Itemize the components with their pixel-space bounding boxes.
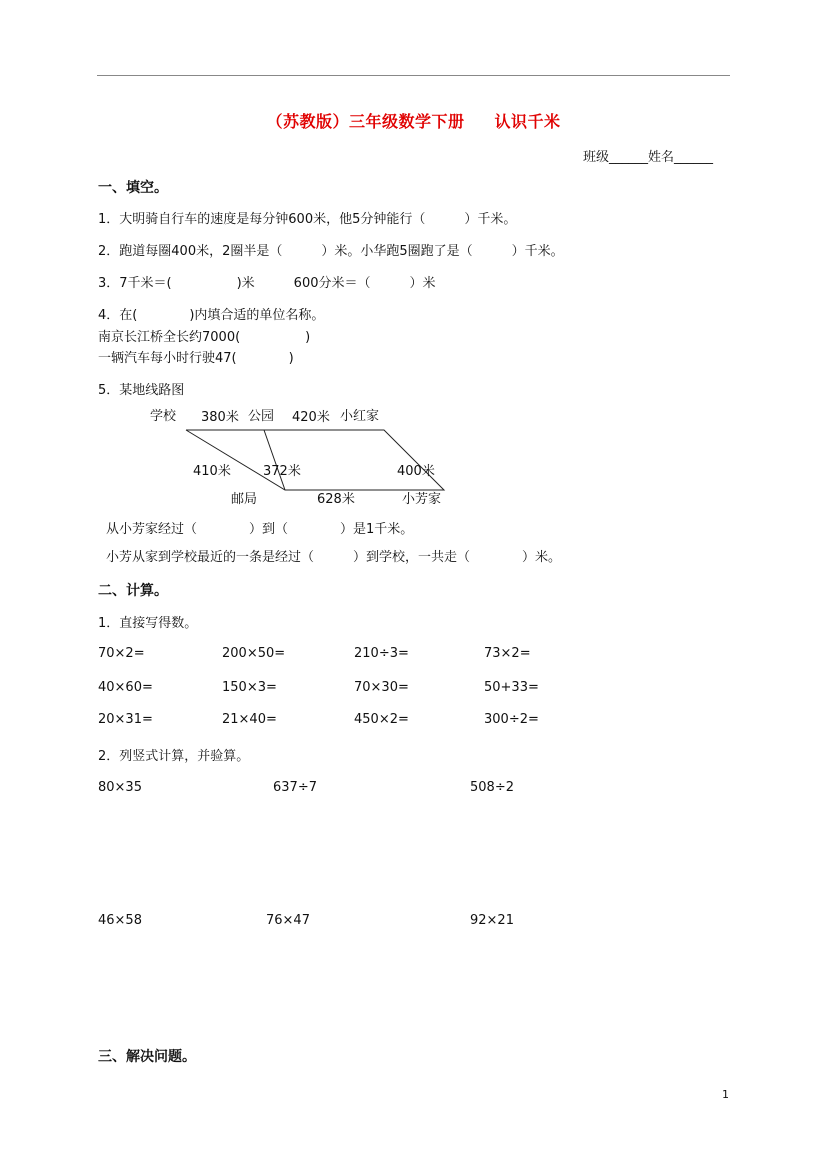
oral-calc-item: 150×3= <box>222 680 277 695</box>
section2-sub2: 2．列竖式计算，并验算。 <box>98 749 250 764</box>
label-d-school-park: 380米 <box>201 410 239 425</box>
label-post-office: 邮局 <box>231 492 258 507</box>
oral-calc-item: 450×2= <box>354 712 409 727</box>
section1-heading: 一、填空。 <box>98 180 168 196</box>
header-rule <box>97 75 730 76</box>
page-title <box>0 109 827 132</box>
vertical-calc-item: 508÷2 <box>470 780 514 795</box>
section3-heading: 三、解决问题。 <box>98 1049 196 1065</box>
oral-calc-item: 300÷2= <box>484 712 539 727</box>
route-park-post <box>264 430 285 490</box>
page-number: 1 <box>722 1088 729 1101</box>
label-xiaofang-home: 小芳家 <box>402 492 442 507</box>
oral-calc-item: 70×2= <box>98 646 145 661</box>
vertical-calc-item: 76×47 <box>266 913 310 928</box>
vertical-calc-item: 637÷7 <box>273 780 317 795</box>
title-part1: （苏教版）三年级数学下册 <box>266 112 465 131</box>
label-d-school-post: 410米 <box>193 464 231 479</box>
section2-sub1: 1．直接写得数。 <box>98 616 198 631</box>
student-info: 班级______姓名______ <box>583 150 714 165</box>
question-5b: 小芳从家到学校最近的一条是经过（ ）到学校，一共走（ ）米。 <box>106 550 562 565</box>
question-3: 3．7千米＝( )米 600分米＝（ ）米 <box>98 276 436 291</box>
question-4a: 南京长江桥全长约7000( ) <box>98 330 311 345</box>
section2-heading: 二、计算。 <box>98 583 168 599</box>
label-d-post-xiaofang: 628米 <box>317 492 355 507</box>
label-school: 学校 <box>150 409 177 424</box>
oral-calc-item: 50+33= <box>484 680 539 695</box>
oral-calc-item: 73×2= <box>484 646 531 661</box>
question-1: 1．大明骑自行车的速度是每分钟600米，他5分钟能行（ ）千米。 <box>98 212 517 227</box>
vertical-calc-item: 80×35 <box>98 780 142 795</box>
label-d-xiaohong-xiaofang: 400米 <box>397 464 435 479</box>
label-park: 公园 <box>248 409 275 424</box>
oral-calc-item: 200×50= <box>222 646 286 661</box>
question-4b: 一辆汽车每小时行驶47( ) <box>98 351 294 366</box>
oral-calc-item: 70×30= <box>354 680 409 695</box>
question-5: 5．某地线路图 <box>98 383 185 398</box>
label-d-park-xiaohong: 420米 <box>292 410 330 425</box>
question-5a: 从小芳家经过（ ）到（ ）是1千米。 <box>106 522 414 537</box>
question-4: 4．在( )内填合适的单位名称。 <box>98 308 325 323</box>
label-xiaohong-home: 小红家 <box>340 409 380 424</box>
route-map-diagram <box>140 400 460 512</box>
route-outline <box>186 430 444 490</box>
oral-calc-item: 40×60= <box>98 680 153 695</box>
vertical-calc-item: 46×58 <box>98 913 142 928</box>
oral-calc-item: 20×31= <box>98 712 153 727</box>
vertical-calc-item: 92×21 <box>470 913 514 928</box>
oral-calc-item: 21×40= <box>222 712 277 727</box>
oral-calc-item: 210÷3= <box>354 646 409 661</box>
label-d-park-post: 372米 <box>263 464 301 479</box>
title-part2: 认识千米 <box>494 112 561 131</box>
question-2: 2．跑道每圈400米，2圈半是（ ）米。小华跑5圈跑了是（ ）千米。 <box>98 244 564 259</box>
